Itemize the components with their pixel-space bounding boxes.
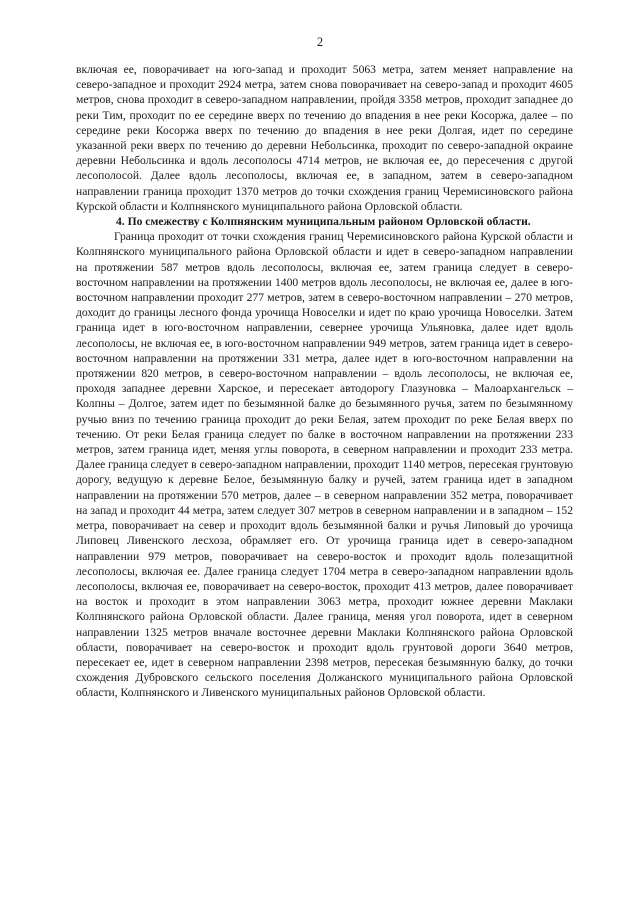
section-heading: 4. По смежеству с Колпнянским муниципальным районом Орловской области. <box>116 215 531 229</box>
section-paragraph: Граница проходит от точки схождения границ Черемисиновского района Курской области и Колпнянского муниципального района Орловской области и идет в северо-западном направлении на протяжении 587 метров вдоль лесополосы, включая ее, затем граница следует в северо-восточном направлении на протяжении 1400 метров вдоль лесополосы, не включая ее, далее в юго-восточном направлении проходит 277 метров, затем в северо-восточном направлении – 270 метров, доходит до границы лесного фонда урочища Новоселки и идет по краю урочища Новоселки. Затем граница идет в юго-восточном направлении, севернее урочища Ульяновка, далее идет вдоль лесополосы, не включая ее, в юго-восточном направлении 949 метров, затем граница идет в северо-восточном направлении на протяжении 331 метра, далее идет в юго-восточном направлении на протяжении 820 метров, в северо-восточном направлении – вдоль лесополосы, не включая ее, проходя западнее деревни Харское, и пересекает автодорогу Глазуновка – Малоархангельск – Колпны – Долгое, затем идет по безымянной балке до безымянного ручья, затем по безымянному ручью вниз по течению граница проходит до реки Белая, затем проходит по реке Белая вверх по течению. От реки Белая граница следует по балке в восточном направлении на протяжении 233 метров, затем граница идет, меняя углы поворота, в северном направлении и проходит 233 метра. Далее граница следует в северо-западном направлении, проходит 1140 метров, пересекая грунтовую дорогу, ведущую к деревне Белое, безымянную балку и ручей, затем граница идет в западном направлении на протяжении 570 метров, далее – в северном направлении 352 метра, поворачивает на запад и проходит 44 метра, затем следует 307 метров в северном направлении и в западном – 152 метра, поворачивает на север и проходит вдоль безымянной балки и ручья Липовый до урочища Липовец Ливенского лесхоза, обрамляет его. От урочища граница идет в северо-западном направлении 979 метров, поворачивает на северо-восток и проходит вдоль полезащитной лесополосы, включая ее. Далее граница следует 1704 метра в северо-западном направлении вдоль лесополосы, включая ее, поворачивает на северо-восток, проходит 413 метров, далее поворачивает на восток и проходит в этом направлении 3063 метра, проходит южнее деревни Маклаки Колпнянского района Орловской области. Далее граница, меняя угол поворота, идет в северном направлении 1325 метров вначале восточнее деревни Маклаки Колпнянского района Орловской области, поворачивает на северо-восток и проходит вдоль грунтовой дороги 3640 метров, пересекает ее, идет в северном направлении 2398 метров, пересекая безымянную балку, до точки схождения Дубровского сельского поселения Должанского муниципального района Орловской области, Колпнянского и Ливенского муниципальных районов Орловской области. <box>76 230 573 700</box>
continuation-paragraph: включая ее, поворачивает на юго-запад и проходит 5063 метра, затем меняет направление на северо-западное и проходит 2924 метра, затем снова поворачивает на северо-запад и проходит 4605 метров, снова проходит в северо-западном направлении, пройдя 3358 метров, проходит западнее до реки Тим, проходит по ее середине вверх по течению до впадения в нее реки Косоржа, далее – по середине реки Косоржа вверх по течению до впадения в нее реки Долгая, идет по середине указанной реки вверх по течению до деревни Небольсинка, проходит по северо-западной окраине деревни Небольсинка и вдоль лесополосы 4714 метров, не включая ее, до пересечения с другой лесополосой. Далее вдоль лесополосы, включая ее, в западном, затем в северо-западном направлении граница проходит 1370 метров до точки схождения границ Черемисиновского района Курской области и Колпнянского муниципального района Орловской области. <box>76 63 573 213</box>
page-number: 2 <box>316 35 324 49</box>
document-body <box>76 62 573 701</box>
